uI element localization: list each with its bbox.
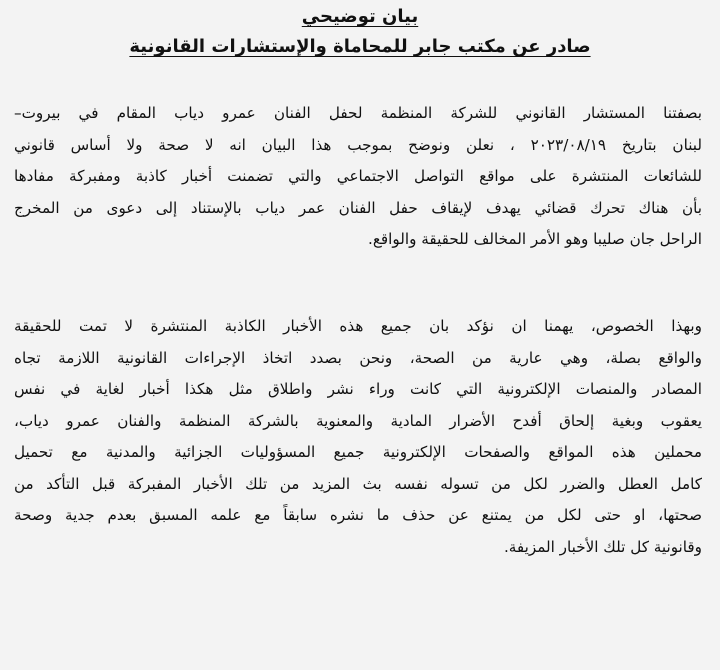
paragraph-2-line: وبهذا الخصوص، يهمنا ان نؤكد بان جميع هذه الأخبار الكاذبة المنتشرة لا تمت للحقيقة bbox=[14, 317, 702, 335]
paragraph-1-line: بأن هناك تحرك قضائي يهدف لإيقاف حفل الفنان عمر دياب بالإستناد إلى دعوى من المخرج bbox=[14, 198, 702, 217]
paragraph-2-line: يعقوب وبغية إلحاق أفدح الأضرار المادية والمعنوية بالشركة المنظمة والفنان عمرو دياب، bbox=[14, 411, 702, 430]
paragraph-2-line: وقانونية كل تلك الأخبار المزيفة. bbox=[503, 537, 702, 556]
paragraph-1-line: لبنان بتاريخ ٢٠٢٣/٠٨/١٩ ، نعلن ونوضح بموجب هذا البيان انه لا صحة ولا أساس قانوني bbox=[14, 135, 702, 154]
statement-title: بيان توضيحي bbox=[301, 6, 419, 27]
paragraph-1-line: بصفتنا المستشار القانوني للشركة المنظمة لحفل الفنان عمرو دياب المقام في بيروت– bbox=[14, 104, 702, 122]
paragraph-2-line: والواقع بصلة، وهي عارية من الصحة، ونحن بصدد اتخاذ الإجراءات القانونية اللازمة تجاه bbox=[14, 348, 702, 367]
paragraph-1-line: الراحل جان صليبا وهو الأمر المخالف للحقيقة والواقع. bbox=[368, 230, 702, 248]
paragraph-2-line: محملين هذه المواقع والصفحات الإلكترونية جميع المسؤوليات الجزائية والمدنية مع تحميل bbox=[14, 443, 702, 461]
paragraph-2 bbox=[14, 311, 702, 563]
paragraph-2-line: المصادر والمنصات الإلكترونية التي كانت وراء نشر واطلاق مثل هكذا أخبار لغاية في نفس bbox=[14, 380, 702, 398]
statement-issuer: صادر عن مكتب جابر للمحاماة والإستشارات القانونية bbox=[129, 36, 591, 57]
paragraph-1-line: للشائعات المنتشرة على مواقع التواصل الاجتماعي والتي تضمنت أخبار كاذبة ومفبركة مفادها bbox=[14, 167, 702, 185]
paragraph-2-line: صحتها، او حتى لكل من يمتنع عن حذف ما نشره سابقاً مع علمه المسبق بعدم جدية وصحة bbox=[14, 506, 702, 524]
paragraph-2-line: كامل العطل والضرر لكل من تسوله نفسه بث المزيد من تلك الأخبار المفبركة قبل التأكد من bbox=[14, 474, 702, 493]
paragraph-1 bbox=[14, 98, 702, 256]
